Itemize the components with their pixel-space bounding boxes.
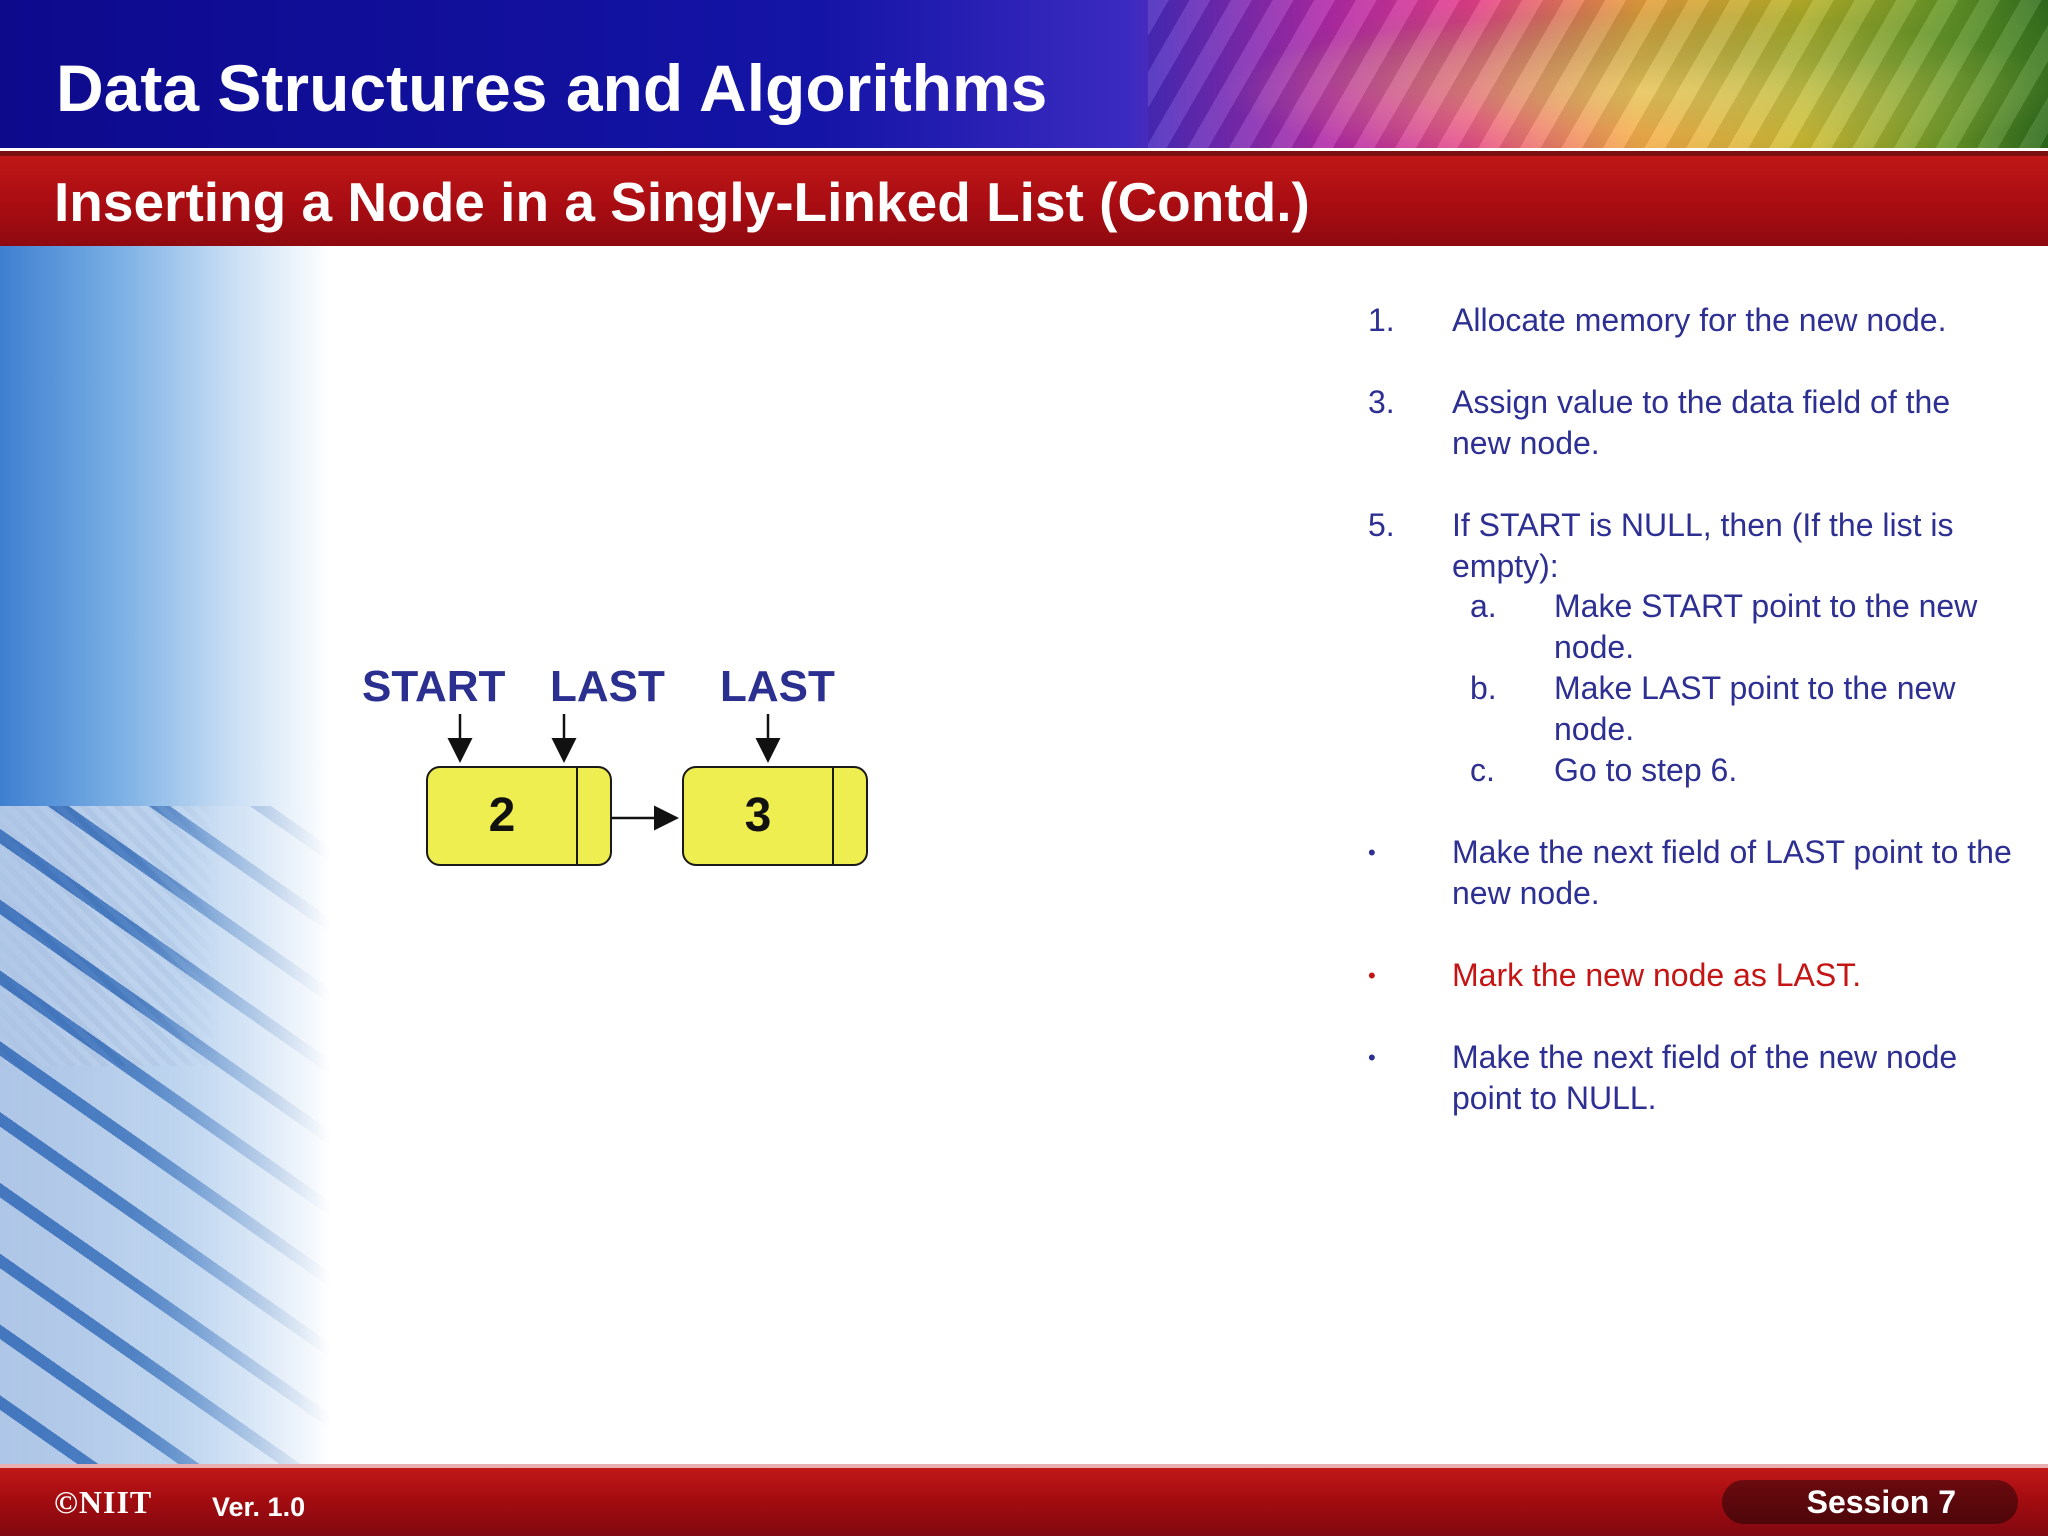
step-number: 3. xyxy=(1368,384,1395,420)
substep-text: Go to step 6. xyxy=(1554,752,1738,788)
step-number: 5. xyxy=(1368,507,1395,543)
step-text: Make the next field of the new node point to NULL. xyxy=(1452,1039,1958,1116)
substep-letter: b. xyxy=(1470,670,1497,706)
step-number: 1. xyxy=(1368,302,1395,338)
bullet: • xyxy=(1368,1045,1376,1070)
header-banner xyxy=(0,0,2048,152)
step-text: Mark the new node as LAST. xyxy=(1452,957,1862,993)
step-text: Make the next field of LAST point to the new node. xyxy=(1452,834,2012,911)
header-divider xyxy=(0,148,2048,156)
header-decoration-image xyxy=(1148,0,2048,152)
node-value: 2 xyxy=(488,789,516,842)
course-title: Data Structures and Algorithms xyxy=(56,51,1048,125)
slide-title-bar xyxy=(0,156,2048,246)
step-text: If START is NULL, then (If the list is empty): xyxy=(1452,507,1954,584)
step-text: Assign value to the data field of the new node. xyxy=(1452,384,1951,461)
version-label: Ver. 1.0 xyxy=(212,1492,306,1522)
substep-letter: a. xyxy=(1470,588,1497,624)
linked-list-diagram xyxy=(340,650,900,880)
substep-text: Make START point to the new node. xyxy=(1554,588,1978,665)
pointer-label-start: START xyxy=(362,662,506,711)
node-value: 3 xyxy=(744,789,772,842)
pointer-label-last: LAST xyxy=(550,662,665,711)
diagram-arrows xyxy=(340,650,900,880)
footer-bar xyxy=(0,1464,2048,1536)
left-decoration-panel xyxy=(0,246,330,1464)
footer-divider xyxy=(0,1464,2048,1468)
substep-letter: c. xyxy=(1470,752,1495,788)
keyboard-image xyxy=(0,806,330,1464)
niit-logo: ©NIIT xyxy=(54,1484,153,1520)
session-label: Session 7 xyxy=(1806,1484,1956,1520)
substep-text: Make LAST point to the new node. xyxy=(1554,670,1956,747)
bullet: • xyxy=(1368,840,1376,865)
slide-title: Inserting a Node in a Singly-Linked List (Contd.) xyxy=(54,171,1310,233)
step-text: Allocate memory for the new node. xyxy=(1452,302,1947,338)
session-badge xyxy=(1722,1480,2018,1524)
bullet: • xyxy=(1368,963,1376,988)
pointer-label-last-new: LAST xyxy=(720,662,835,711)
